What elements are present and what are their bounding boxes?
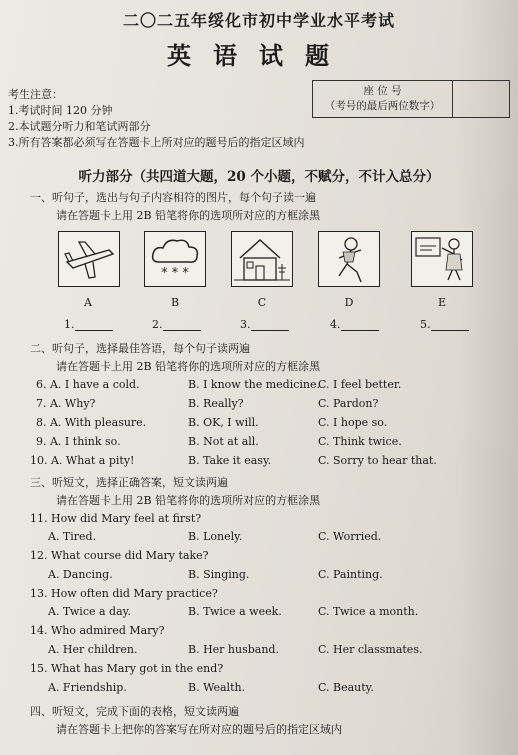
part2-title: 二、听句子，选择最佳答语，每个句子读两遍 (30, 342, 250, 355)
question-12-c: C. Painting. (318, 568, 383, 581)
house-icon (232, 232, 292, 286)
question-11: 11. How did Mary feel at first? (30, 512, 202, 525)
answer-blank (152, 318, 201, 331)
question-14-a: A. Her children. (48, 643, 138, 656)
question-12: 12. What course did Mary take? (30, 549, 209, 562)
subject-title: 英语试题 (167, 41, 351, 70)
part1-title: 一、听句子，选出与句子内容相符的图片，每个句子读一遍 (30, 191, 316, 204)
snow-cloud-icon (145, 232, 205, 286)
blank-line (75, 320, 113, 331)
part2-instruction: 请在答题卡上用 2B 铅笔将你的选项所对应的方框涂黑 (56, 360, 321, 373)
question-12-a: A. Dancing. (48, 568, 113, 581)
listening-section-title: 听力部分（共四道大题，20 个小题，不赋分，不计入总分） (78, 169, 440, 185)
question-7-b: B. Really? (188, 397, 244, 410)
question-13-b: B. Twice a week. (188, 605, 282, 618)
blank-number: 3. (240, 318, 251, 331)
notice-heading: 考生注意： (8, 88, 63, 101)
running-boy-icon (319, 232, 379, 286)
question-7-a: 7. A. Why? (36, 397, 96, 410)
picture-label: C (257, 296, 267, 309)
seat-sublabel: （考号的最后两位数字） (324, 100, 441, 112)
blank-number: 1. (64, 318, 75, 331)
part1-instruction: 请在答题卡上用 2B 铅笔将你的选项所对应的方框涂黑 (56, 209, 321, 222)
part3-title: 三、听短文，选择正确答案，短文读两遍 (30, 476, 228, 489)
answer-blank (330, 318, 379, 331)
question-15: 15. What has Mary got in the end? (30, 662, 224, 675)
blank-line (251, 320, 289, 331)
notice-item: 1.考试时间 120 分钟 (8, 104, 113, 117)
picture-a (58, 231, 120, 287)
exam-title: 二〇二五年绥化市初中学业水平考试 (122, 11, 395, 30)
question-8-a: 8. A. With pleasure. (36, 416, 147, 429)
question-8-b: B. OK, I will. (188, 416, 259, 429)
blank-line (163, 320, 201, 331)
question-10-a: 10. A. What a pity! (30, 454, 135, 467)
question-6-a: 6. A. I have a cold. (36, 378, 140, 391)
picture-label: A (84, 296, 92, 309)
picture-label: D (344, 296, 354, 309)
answer-blank (64, 318, 113, 331)
question-6-c: C. I feel better. (318, 378, 402, 391)
part3-instruction: 请在答题卡上用 2B 铅笔将你的选项所对应的方框涂黑 (56, 494, 321, 507)
question-7-c: C. Pardon? (318, 397, 379, 410)
blank-line (431, 320, 469, 331)
question-8-c: C. I hope so. (318, 416, 388, 429)
blank-number: 4. (330, 318, 341, 331)
question-13-a: A. Twice a day. (48, 605, 131, 618)
blank-line (341, 320, 379, 331)
part4-instruction: 请在答题卡上把你的答案写在所对应的题号后的指定区域内 (56, 723, 342, 736)
teacher-blackboard-icon (412, 232, 472, 286)
picture-label: E (437, 296, 447, 309)
picture-e (411, 231, 473, 287)
question-11-c: C. Worried. (318, 530, 382, 543)
question-9-a: 9. A. I think so. (36, 435, 121, 448)
notice-item: 3.所有答案都必须写在答题卡上所对应的题号后的指定区域内 (8, 136, 305, 149)
question-13-c: C. Twice a month. (318, 605, 419, 618)
question-11-a: A. Tired. (48, 530, 97, 543)
notice-item: 2.本试题分听力和笔试两部分 (8, 120, 151, 133)
question-10-b: B. Take it easy. (188, 454, 272, 467)
question-10-c: C. Sorry to hear that. (318, 454, 437, 467)
question-15-b: B. Wealth. (188, 681, 246, 694)
question-6-b: B. I know the medicine. (188, 378, 320, 391)
blank-number: 5. (420, 318, 431, 331)
question-9-c: C. Think twice. (318, 435, 402, 448)
picture-label: B (170, 296, 180, 309)
question-12-b: B. Singing. (188, 568, 250, 581)
answer-blank (420, 318, 469, 331)
part4-title: 四、听短文，完成下面的表格，短文读两遍 (30, 705, 239, 718)
question-14-b: B. Her husband. (188, 643, 279, 656)
question-11-b: B. Lonely. (188, 530, 243, 543)
seat-label-cell (313, 81, 453, 117)
question-15-c: C. Beauty. (318, 681, 374, 694)
seat-number-box (312, 80, 510, 118)
question-13: 13. How often did Mary practice? (30, 587, 218, 600)
question-14-c: C. Her classmates. (318, 643, 423, 656)
picture-b (144, 231, 206, 287)
picture-d (318, 231, 380, 287)
svg-text:* * *: * * * (161, 266, 189, 281)
blank-number: 2. (152, 318, 163, 331)
seat-label: 座 位 号 (363, 85, 402, 97)
question-14: 14. Who admired Mary? (30, 624, 165, 637)
question-15-a: A. Friendship. (48, 681, 127, 694)
airplane-icon (59, 232, 119, 286)
picture-c (231, 231, 293, 287)
answer-blank (240, 318, 289, 331)
question-9-b: B. Not at all. (188, 435, 259, 448)
